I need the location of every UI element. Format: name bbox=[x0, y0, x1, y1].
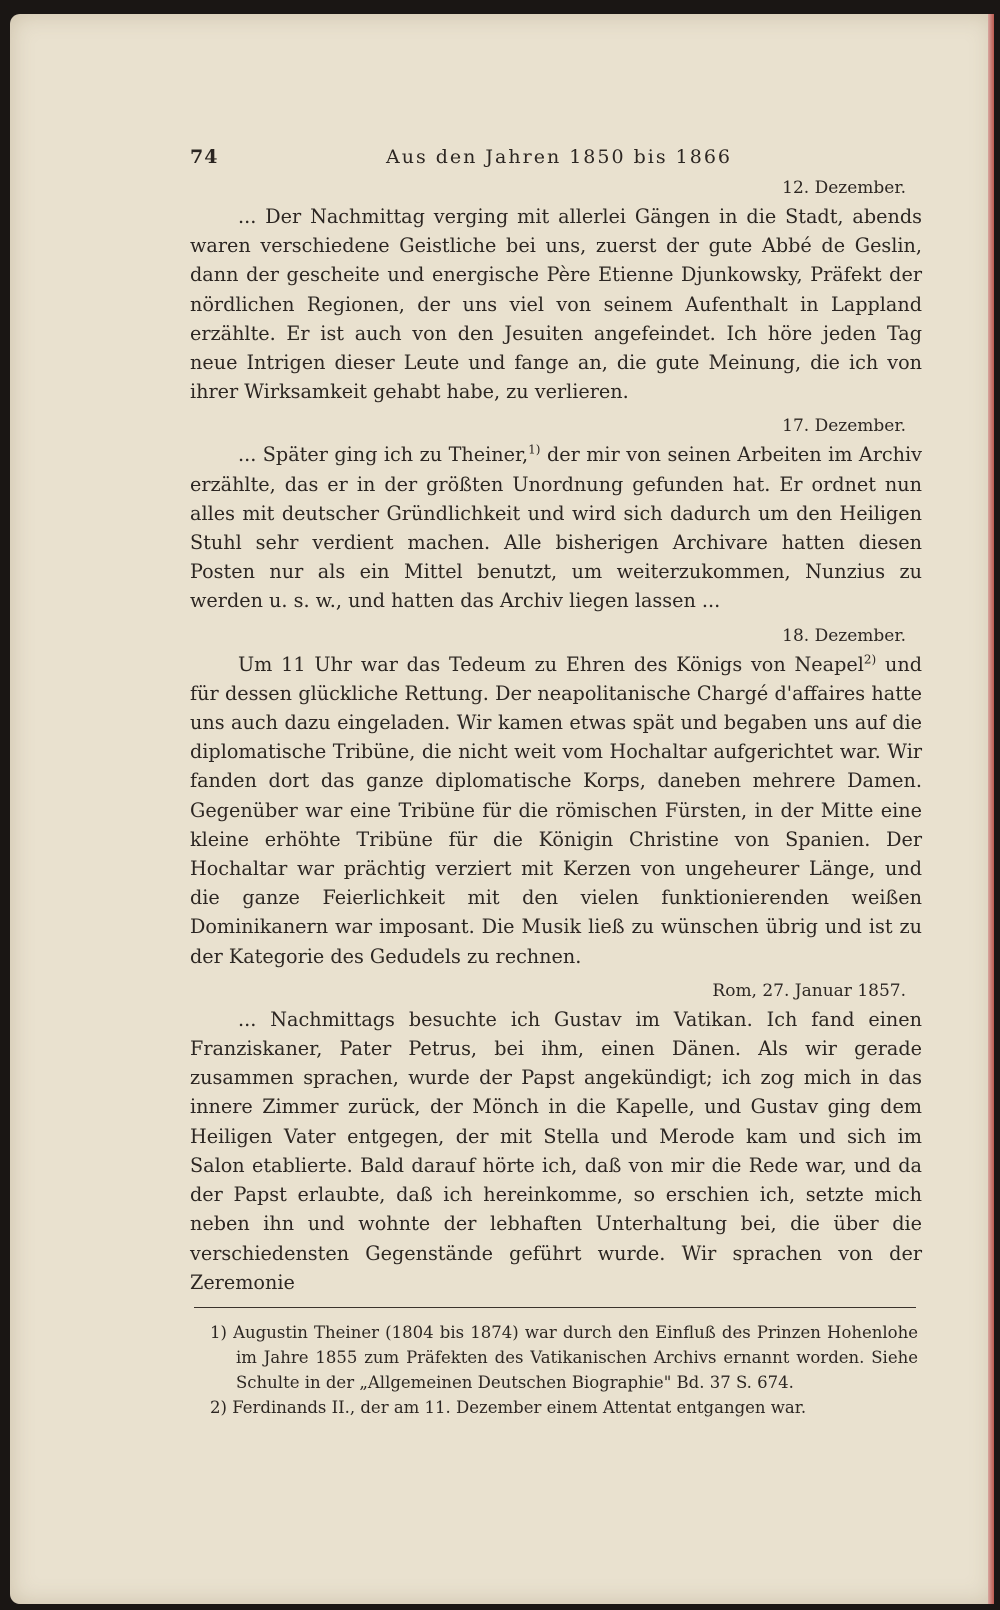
footnote-mark: 2) bbox=[210, 1397, 227, 1417]
entry-date: 17. Dezember. bbox=[782, 416, 906, 437]
footnote bbox=[180, 1320, 928, 1395]
page-header bbox=[180, 132, 928, 168]
page-content bbox=[180, 132, 928, 1420]
paragraph-text: ... Später ging ich zu Theiner, bbox=[238, 443, 529, 467]
paragraph-text: und für dessen glückliche Rettung. Der neapolitanische Chargé d'affaires hatte uns auch dazu eingeladen. Wir kamen etwas spät und begaben uns auf die diplomatische Tribüne, die nicht weit vom Hochaltar aufgerichtet war. Wir fanden dort das ganze diplomatische Korps, daneben mehrere Damen. Gegenüber war eine Tribüne für die römischen Fürsten, in der Mitte eine kleine erhöhte Tribüne für die Königin Christine von Spanien. Der Hochaltar war prächtig verziert mit Kerzen von ungeheurer Länge, und die ganze Feierlichkeit mit den vielen funktionierenden weißen Dominikanern war imposant. Die Musik ließ zu wünschen übrig und ist zu der Kategorie des Gedudels zu rechnen. bbox=[190, 652, 922, 968]
paragraph-text: Um 11 Uhr war das Tedeum zu Ehren des Königs von Neapel bbox=[238, 652, 864, 676]
footnote-mark: 1) bbox=[210, 1322, 227, 1342]
book-page bbox=[10, 14, 994, 1604]
footnote-reference: 1) bbox=[528, 443, 541, 458]
footnote-text: Augustin Theiner (1804 bis 1874) war durch den Einfluß des Prinzen Hohenlohe im Jahre 1855 zum Präfekten des Vatikanischen Archivs ernannt worden. Siehe Schulte in der „Allgemeinen Deutschen Biographie" Bd. 37 S. 674. bbox=[233, 1322, 919, 1392]
entry-paragraph: ... Nachmittags besuchte ich Gustav im Vatikan. Ich fand einen Franziskaner, Pater Petrus, bei ihm, einen Dänen. Als wir gerade zusammen sprachen, wurde der Papst angekündigt; ich zog mich in das innere Zimmer zurück, der Mönch in die Kapelle, und Gustav ging dem Heiligen Vater entgegen, der mit Stella und Merode kam und sich im Salon etablierte. Bald darauf hörte ich, daß von mir die Rede war, und da der Papst erlaubte, daß ich hereinkomme, so erschien ich, setzte mich neben ihn und wohnte der lebhaften Unterhaltung bei, die über die verschiedensten Gegenstände geführt wurde. Wir sprachen von der Zeremonie bbox=[190, 1007, 922, 1294]
footnote bbox=[180, 1395, 928, 1420]
entry-date: 12. Dezember. bbox=[782, 178, 906, 198]
footnote-text: Ferdinands II., der am 11. Dezember einem Attentat entgangen war. bbox=[232, 1397, 807, 1417]
page-number: 74 bbox=[190, 146, 219, 168]
entry-paragraph bbox=[180, 650, 928, 971]
entry-date: 18. Dezember. bbox=[782, 625, 906, 646]
footnote-divider bbox=[194, 1307, 916, 1308]
entry-date: Rom, 27. Januar 1857. bbox=[712, 980, 906, 1001]
entry-paragraph: ... Der Nachmittag verging mit allerlei Gängen in die Stadt, abends waren verschiedene Geistliche bei uns, zuerst der gute Abbé de Geslin, dann der gescheite und energische Père Etienne Djunkowsky, Präfekt der nördlichen Regionen, der uns viel von seinem Aufenthalt in Lappland erzählte. Er ist auch von den Jesuiten angefeindet. Ich höre jeden Tag neue Intrigen dieser Leute und fange an, die gute Meinung, die ich von ihrer Wirksamkeit gehabt habe, zu verlieren. bbox=[190, 205, 922, 404]
running-title: Aus den Jahren 1850 bis 1866 bbox=[386, 146, 732, 168]
entry-paragraph bbox=[180, 440, 928, 615]
page-edge bbox=[988, 14, 994, 1604]
paragraph-text: der mir von seinen Arbeiten im Archiv erzählte, das er in der größten Unordnung gefunden hat. Er ordnet nun alles mit deutscher Gründlichkeit und wird sich dadurch um den Heiligen Stuhl sehr verdient machen. Alle bisherigen Archivare hatten diesen Posten nur als ein Mittel benutzt, um weiterzukommen, Nunzius zu werden u. s. w., und hatten das Archiv liegen lassen ... bbox=[190, 443, 922, 613]
footnote-reference: 2) bbox=[863, 652, 877, 667]
